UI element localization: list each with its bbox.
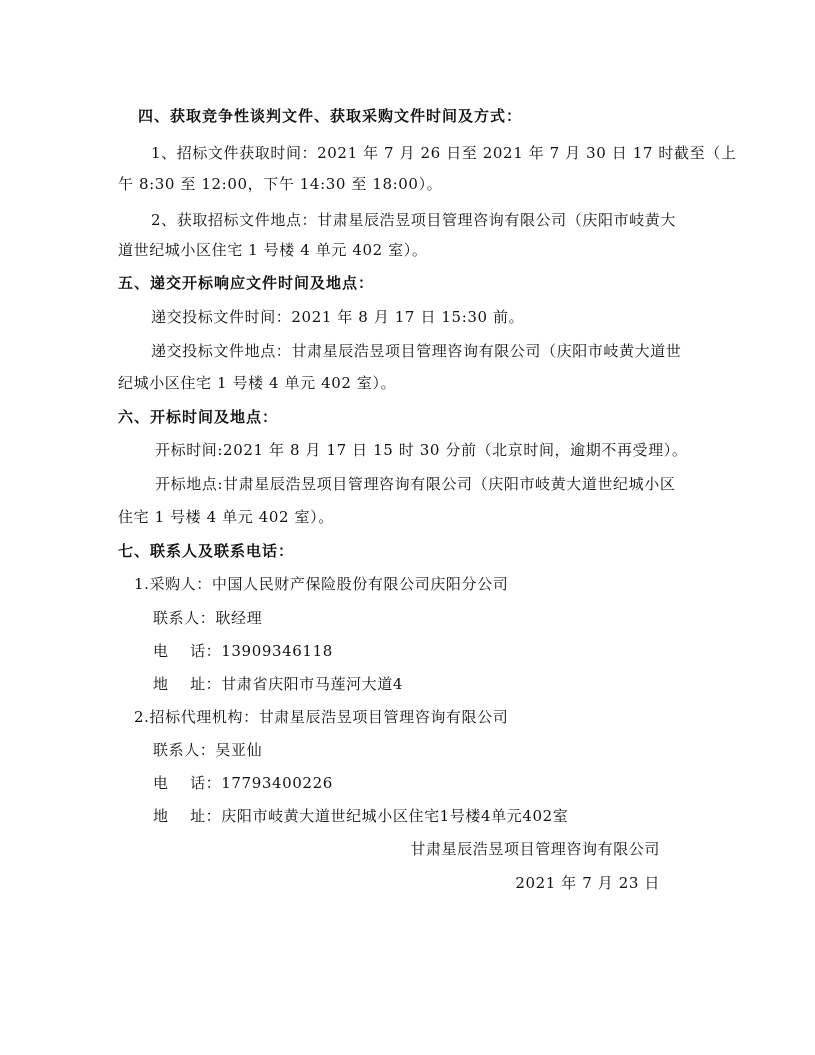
purchaser-name: 1.采购人：中国人民财产保险股份有限公司庆阳分公司 bbox=[134, 575, 509, 593]
agency-address: 地 址：庆阳市岐黄大道世纪城小区住宅1号楼4单元402室 bbox=[153, 807, 569, 825]
purchaser-address: 地 址：甘肃省庆阳市马莲河大道4 bbox=[153, 675, 404, 693]
section-7-heading: 七、联系人及联系电话： bbox=[118, 542, 295, 560]
section-6-heading: 六、开标时间及地点： bbox=[118, 408, 279, 426]
section-4-item-2-line-1: 2、获取招标文件地点：甘肃星辰浩昱项目管理咨询有限公司（庆阳市岐黄大 bbox=[151, 211, 676, 229]
section-4-item-1-line-2: 午 8:30 至 12:00，下午 14:30 至 18:00）。 bbox=[118, 175, 443, 193]
section-6-opening-time: 开标时间:2021 年 8 月 17 日 15 时 30 分前（北京时间，逾期不再受理）。 bbox=[155, 441, 688, 459]
signature-company: 甘肃星辰浩昱项目管理咨询有限公司 bbox=[410, 840, 660, 858]
section-6-opening-place-line-1: 开标地点:甘肃星辰浩昱项目管理咨询有限公司（庆阳市岐黄大道世纪城小区 bbox=[155, 475, 676, 493]
section-5-submission-time: 递交投标文件时间：2021 年 8 月 17 日 15:30 前。 bbox=[151, 308, 525, 326]
signature-date: 2021 年 7 月 23 日 bbox=[515, 874, 660, 892]
section-4-heading: 四、获取竞争性谈判文件、获取采购文件时间及方式： bbox=[138, 107, 523, 125]
agency-name: 2.招标代理机构：甘肃星辰浩昱项目管理咨询有限公司 bbox=[134, 708, 509, 726]
section-5-submission-place-line-2: 纪城小区住宅 1 号楼 4 单元 402 室）。 bbox=[118, 374, 397, 392]
section-5-submission-place-line-1: 递交投标文件地点：甘肃星辰浩昱项目管理咨询有限公司（庆阳市岐黄大道世 bbox=[151, 342, 682, 360]
agency-phone: 电 话：17793400226 bbox=[153, 774, 333, 792]
section-6-opening-place-line-2: 住宅 1 号楼 4 单元 402 室）。 bbox=[118, 508, 334, 526]
section-4-item-1-line-1: 1、招标文件获取时间：2021 年 7 月 26 日至 2021 年 7 月 30 日 17 时截至（上 bbox=[151, 144, 737, 162]
purchaser-phone: 电 话：13909346118 bbox=[153, 642, 333, 660]
purchaser-contact: 联系人：耿经理 bbox=[153, 609, 263, 627]
section-5-heading: 五、递交开标响应文件时间及地点： bbox=[118, 274, 375, 292]
section-4-item-2-line-2: 道世纪城小区住宅 1 号楼 4 单元 402 室）。 bbox=[118, 241, 428, 259]
agency-contact: 联系人：吴亚仙 bbox=[153, 741, 263, 759]
